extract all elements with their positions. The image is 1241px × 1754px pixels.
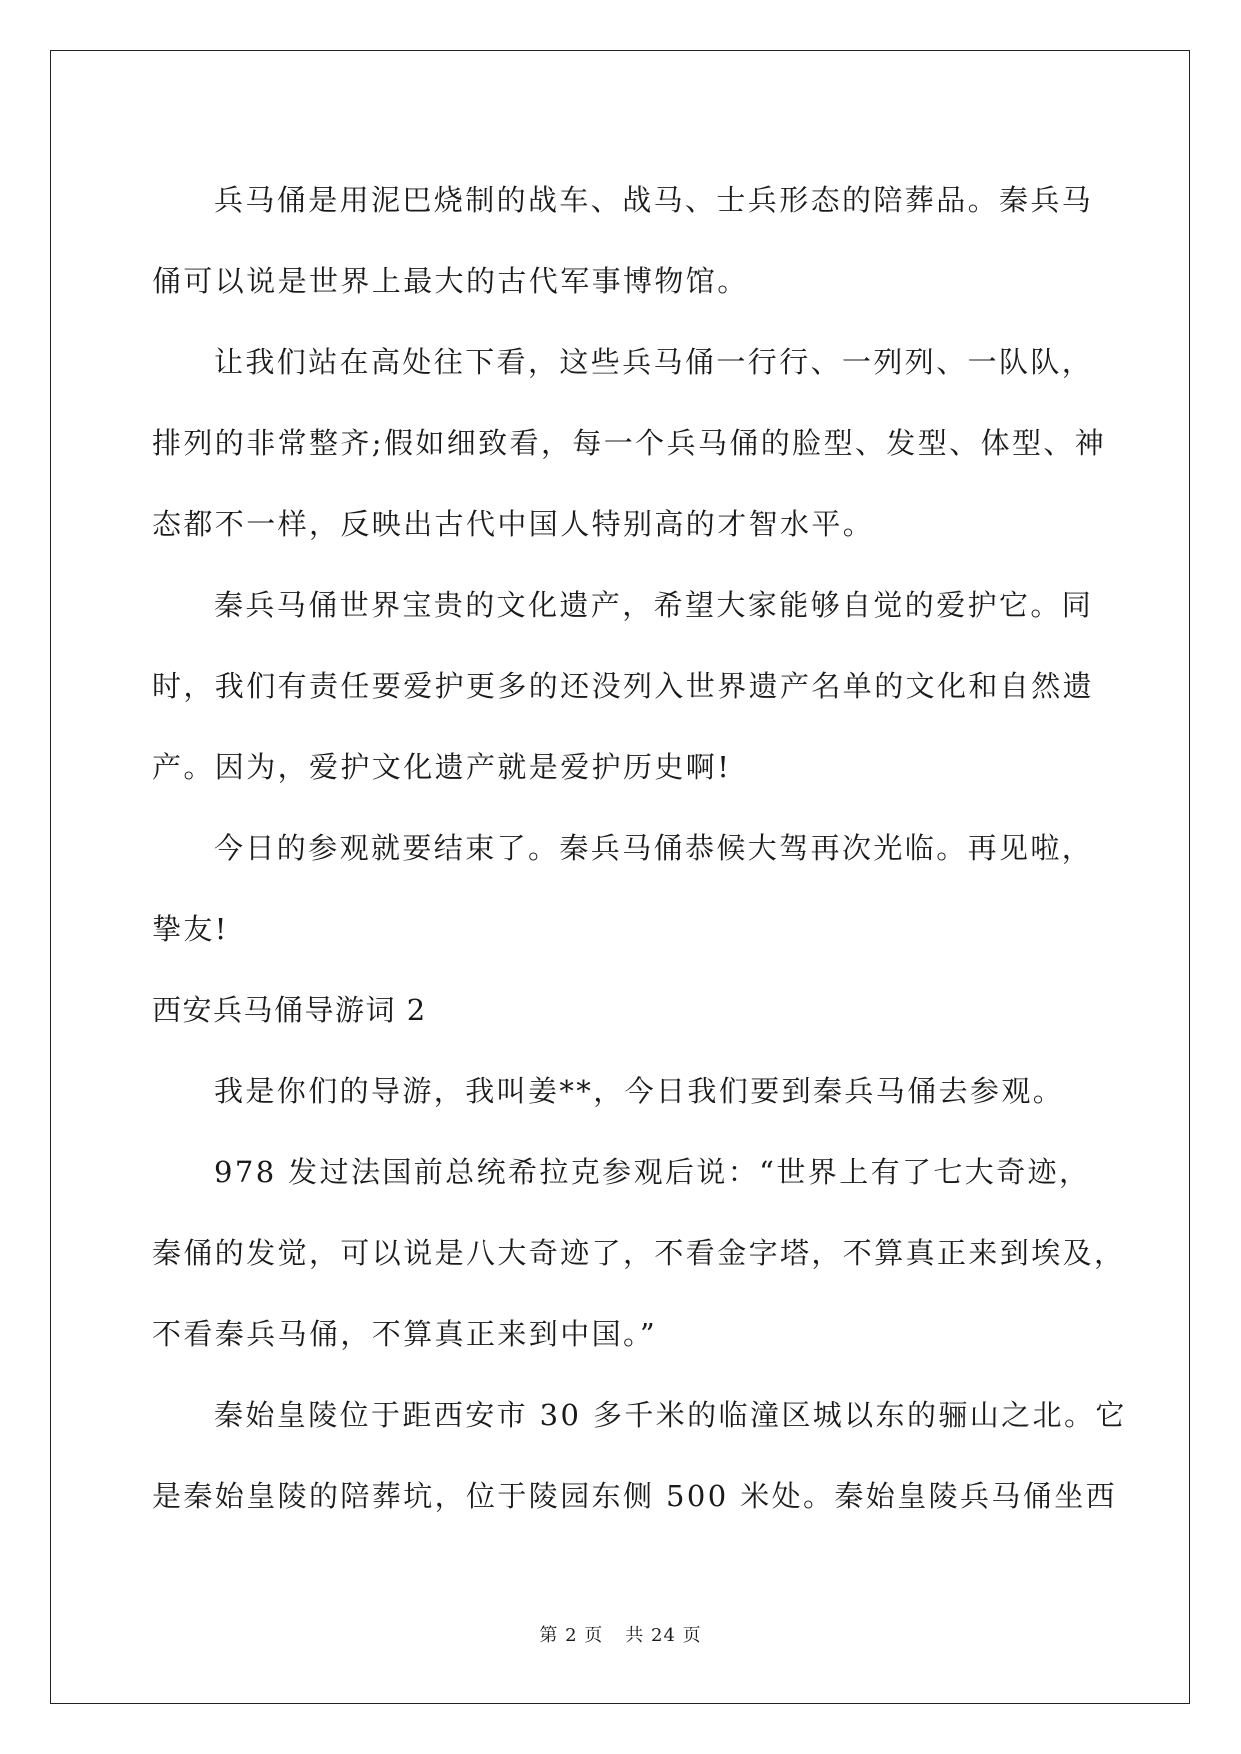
paragraph-line: 兵马俑是用泥巴烧制的战车、战马、士兵形态的陪葬品。秦兵马: [214, 183, 1094, 217]
paragraph-line: 挚友!: [152, 912, 229, 946]
paragraph-line: 产。因为，爱护文化遗产就是爱护历史啊!: [152, 750, 732, 784]
section-heading: 西安兵马俑导游词 2: [152, 993, 427, 1027]
page-number: 第 2 页: [539, 1625, 604, 1646]
paragraph-line: 秦始皇陵位于距西安市 30 多千米的临潼区城以东的骊山之北。它: [214, 1398, 1127, 1432]
paragraph-line: 今日的参观就要结束了。秦兵马俑恭候大驾再次光临。再见啦，: [214, 831, 1094, 865]
paragraph-line: 排列的非常整齐;假如细致看，每一个兵马俑的脸型、发型、体型、神: [152, 426, 1107, 460]
paragraph-line: 是秦始皇陵的陪葬坑，位于陵园东侧 500 米处。秦始皇陵兵马俑坐西: [152, 1479, 1117, 1513]
document-body: [152, 160, 1127, 1537]
paragraph-line: 俑可以说是世界上最大的古代军事博物馆。: [152, 264, 749, 298]
page-total: 共 24 页: [625, 1625, 702, 1646]
paragraph-line: 不看秦兵马俑，不算真正来到中国。”: [152, 1317, 658, 1351]
paragraph-line: 让我们站在高处往下看，这些兵马俑一行行、一列列、一队队，: [214, 345, 1094, 379]
paragraph-line: 时，我们有责任要爱护更多的还没列入世界遗产名单的文化和自然遗: [152, 669, 1095, 703]
paragraph-line: 秦俑的发觉，可以说是八大奇迹了，不看金字塔，不算真正来到埃及，: [152, 1236, 1126, 1270]
page-footer: [0, 1624, 1241, 1648]
paragraph-line: 秦兵马俑世界宝贵的文化遗产，希望大家能够自觉的爱护它。同: [214, 588, 1094, 622]
paragraph-line: 态都不一样，反映出古代中国人特别高的才智水平。: [152, 507, 875, 541]
paragraph-line: 978 发过法国前总统希拉克参观后说：“世界上有了七大奇迹，: [214, 1155, 1091, 1189]
paragraph-line: 我是你们的导游，我叫姜**，今日我们要到秦兵马俑去参观。: [214, 1074, 1065, 1108]
